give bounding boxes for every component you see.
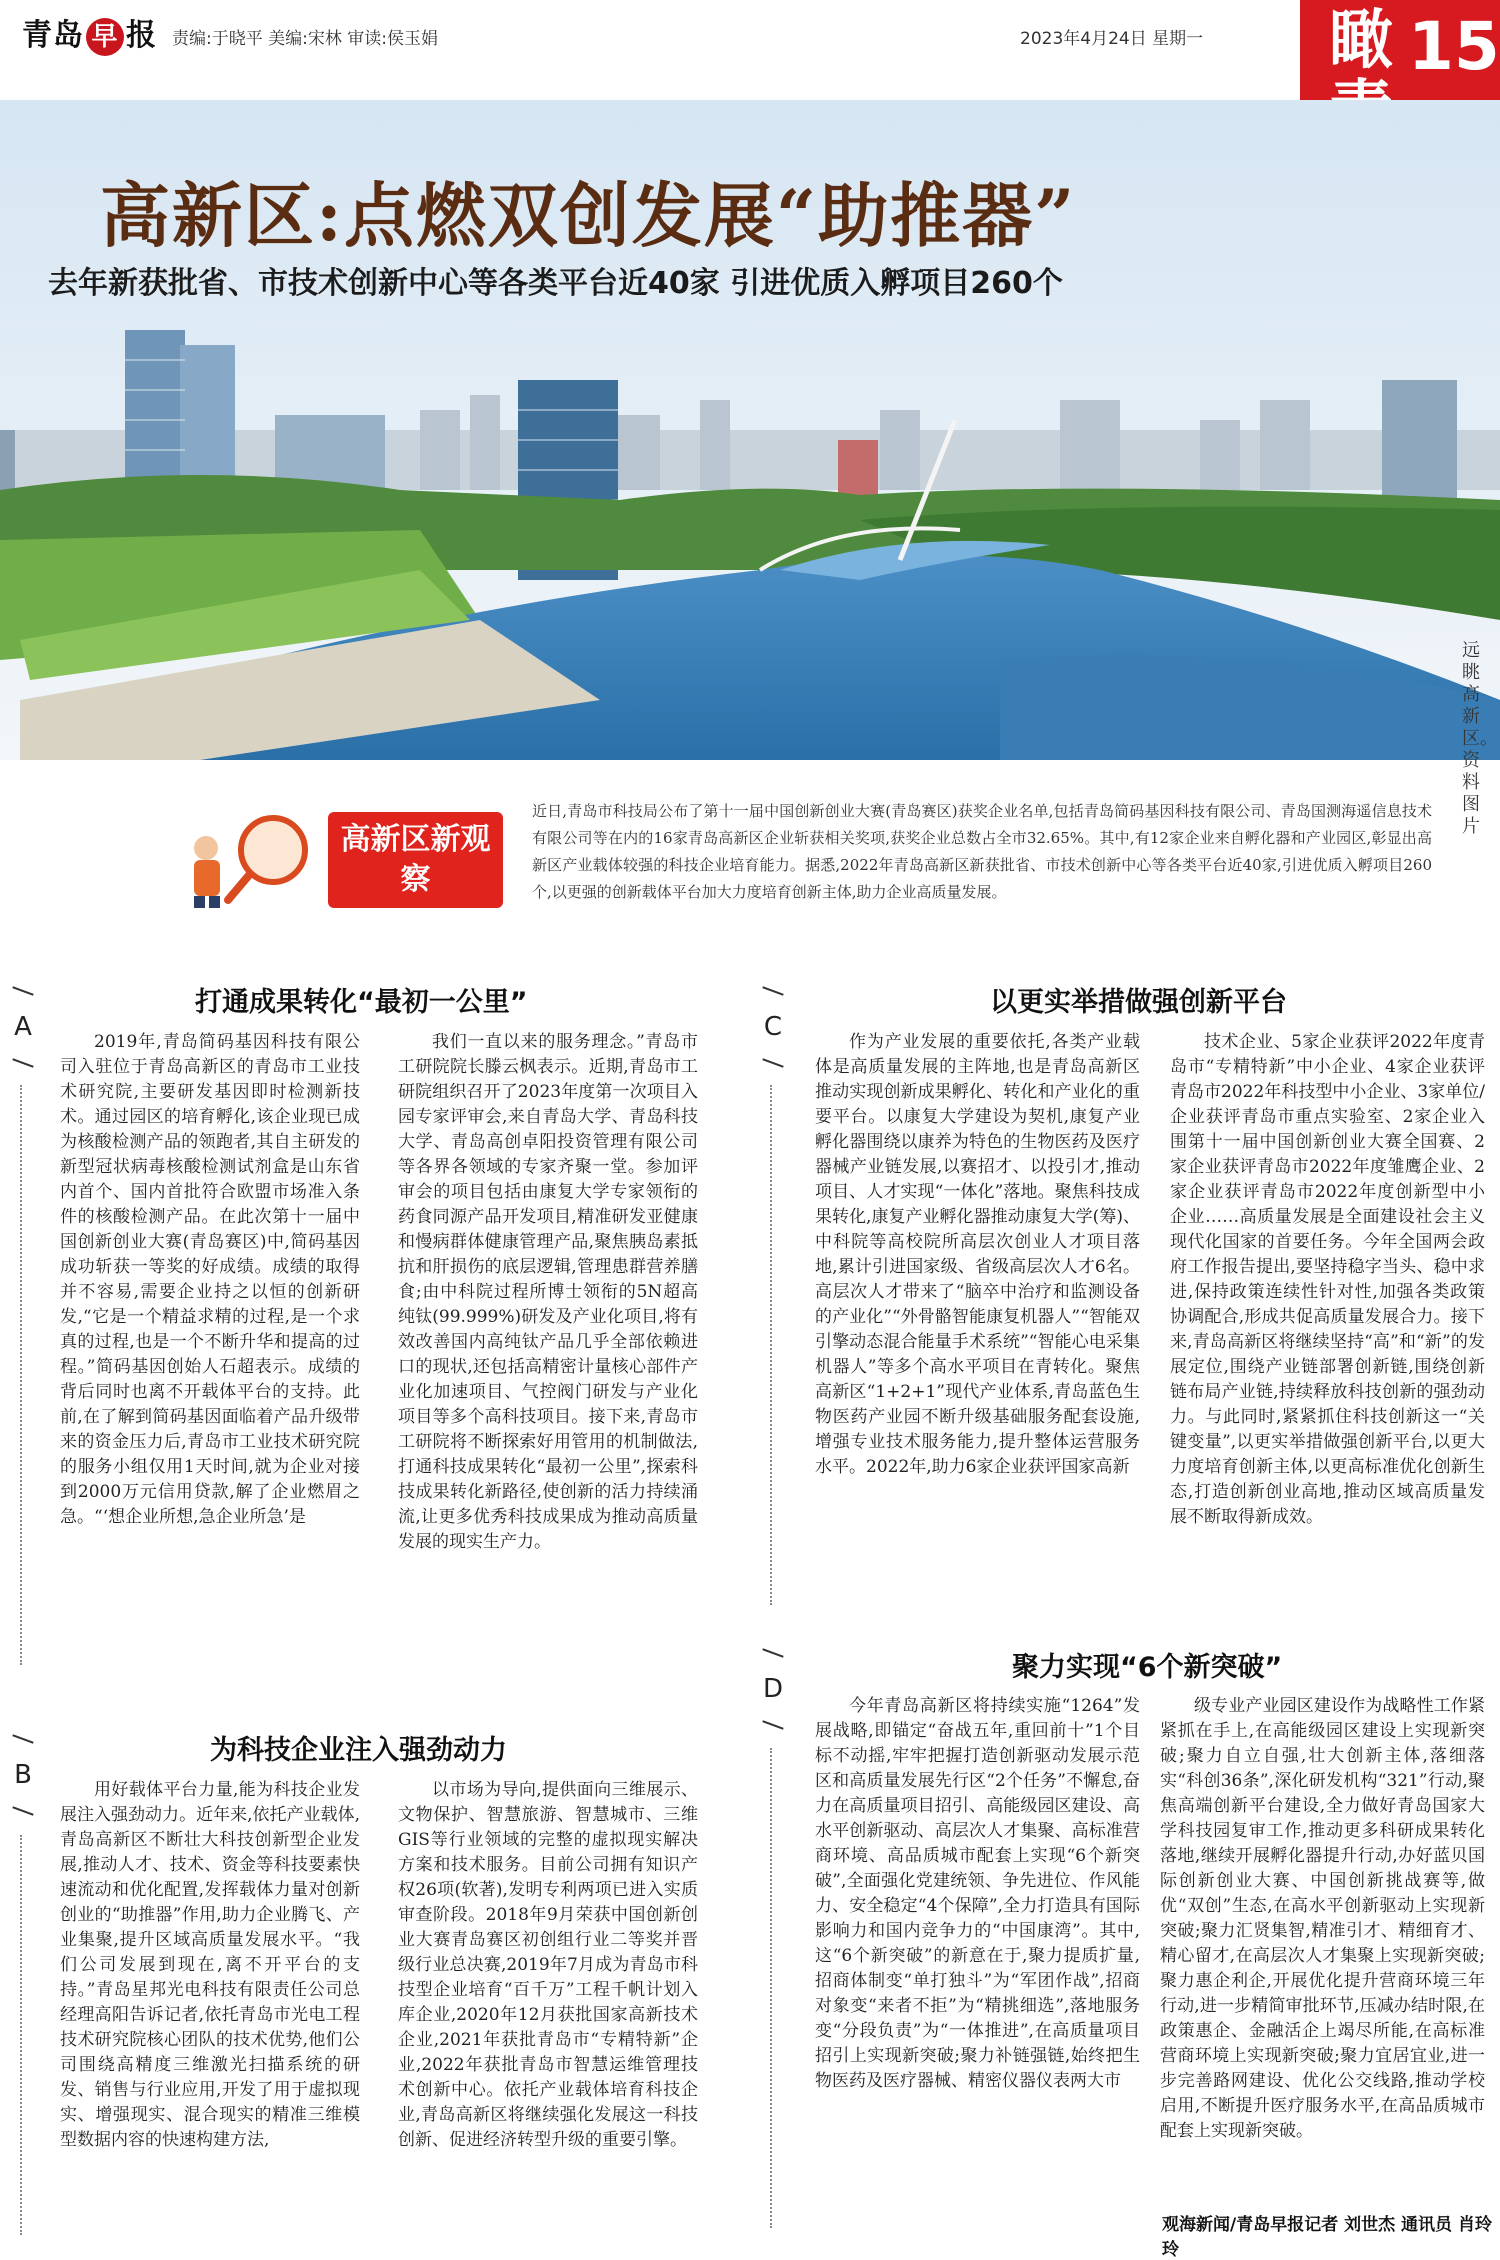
intro-paragraph: 近日,青岛市科技局公布了第十一届中国创新创业大赛(青岛赛区)获奖企业名单,包括青岛简码基因科技有限公司、青岛国测海遥信息技术有限公司等在内的16家青岛高新区企业斩获相关奖项,获奖企业总数占全市32.65%。其中,有12家企业来自孵化器和产业园区,彰显出高新区产业载体较强的科技企业培育能力。据悉,2022年青岛高新区新获批省、市技术创新中心等各类平台近40家,引进优质入孵项目260个,以更强的创新载体平台加大力度培育创新主体,助力企业高质量发展。: [532, 802, 1432, 901]
section-b-mark-top: [12, 1734, 33, 1743]
column-badge-label: 高新区新观察: [328, 812, 503, 908]
section-c-mark-top: [762, 986, 783, 995]
section-title: 瞰: [1329, 4, 1393, 78]
logo-text-left: 青岛: [22, 18, 84, 53]
section-a-rule: [20, 1085, 22, 1665]
section-b-col2: 以市场为导向,提供面向三维展示、文物保护、智慧旅游、智慧城市、三维GIS等行业领域的完整的虚拟现实解决方案和技术服务。目前公司拥有知识产权26项(软著),发明专利两项已进入实质审查阶段。2018年9月荣获中国创新创业大赛青岛赛区初创组行业二等奖并晋级行业总决赛,2019年7月成为青岛市科技型企业培育“百千万”工程千帆计划入库企业,2020年12月获批国家高新技术企业,2021年获批青岛市“专精特新”企业,2022年获批青岛市智慧运维管理技术创新中心。依托产业载体培育科技企业,青岛高新区将继续强化发展这一科技创新、促进经济转型升级的重要引擎。: [398, 1780, 698, 2150]
page-header: [0, 0, 1290, 72]
hero-photo: [0, 100, 1500, 837]
section-a-heading: 打通成果转化“最初一公里”: [195, 987, 528, 1018]
section-a-col1: 2019年,青岛简码基因科技有限公司入驻位于青岛高新区的青岛市工业技术研究院,主要研发基因即时检测新技术。通过园区的培育孵化,该企业现已成为核酸检测产品的领跑者,其自主研发的新型冠状病毒核酸检测试剂盒是山东省内首个、国内首批符合欧盟市场准入条件的核酸检测产品。在此次第十一届中国创新创业大赛(青岛赛区)中,简码基因成功斩获一等奖的好成绩。成绩的取得并不容易,需要企业持之以恒的创新研发,“它是一个精益求精的过程,是一个求真的过程,也是一个不断升华和提高的过程。”简码基因创始人石超表示。成绩的背后同时也离不开载体平台的支持。此前,在了解到简码基因面临着产品升级带来的资金压力后,青岛市工业技术研究院的服务小组仅用1天时间,就为企业对接到2000万元信用贷款,解了企业燃眉之急。“‘想企业所想,急企业所急’是: [60, 1032, 360, 1527]
section-a-mark-bottom: [12, 1058, 33, 1067]
section-a-mark-top: [12, 986, 33, 995]
headline: 高新区:点燃双创发展“助推器”: [100, 174, 1077, 257]
section-a-col2: 我们一直以来的服务理念。”青岛市工研院院长滕云枫表示。近期,青岛市工研院组织召开了2023年度第一次项目入园专家评审会,来自青岛大学、青岛科技大学、青岛高创卓阳投资管理有限公司等各界各领域的专家齐聚一堂。参加评审会的项目包括由康复大学专家领衔的药食同源产品开发项目,精准研发亚健康和慢病群体健康管理产品,聚焦胰岛素抵抗和肝损伤的底层逻辑,管理患群营养膳食;由中科院过程所博士领衔的5N超高纯钛(99.999%)研发及产业化项目,将有效改善国内高纯钛产品几乎全部依赖进口的现状,还包括高精密计量核心部件产业化加速项目、气控阀门研发与产业化项目等多个高科技项目。接下来,青岛市工研院将不断探索好用管用的机制做法,打通科技成果转化“最初一公里”,探索科技成果转化新路径,使创新的活力持续涌流,让更多优秀科技成果成为推动高质量发展的现实生产力。: [398, 1032, 698, 1552]
section-c-col1: 作为产业发展的重要依托,各类产业载体是高质量发展的主阵地,也是青岛高新区推动实现创新成果孵化、转化和产业化的重要平台。以康复大学建设为契机,康复产业孵化器围绕以康养为特色的生物医药及医疗器械产业链发展,以赛招才、以投引才,推动项目、人才实现“一体化”落地。聚焦科技成果转化,康复产业孵化器推动康复大学(筹)、中科院等高校院所高层次创业人才项目落地,累计引进国家级、省级高层次人才6名。高层次人才带来了“脑卒中治疗和监测设备的产业化”“外骨骼智能康复机器人”“智能双引擎动态混合能量手术系统”“智能心电采集机器人”等多个高水平项目在青转化。聚焦高新区“1+2+1”现代产业体系,青岛蓝色生物医药产业园不断升级基础服务配套设施,增强专业技术服务能力,提升整体运营服务水平。2022年,助力6家企业获评国家高新: [815, 1032, 1140, 1477]
section-d-mark-bottom: [762, 1720, 783, 1729]
column-badge: [178, 812, 503, 908]
editor-credits: 责编:于晓平 美编:宋林 审读:侯玉娟: [172, 29, 438, 49]
section-d-mark-top: [762, 1648, 783, 1657]
newspaper-logo: [22, 10, 157, 56]
section-d-col2: 级专业产业园区建设作为战略性工作紧紧抓在手上,在高能级园区建设上实现新突破;聚力自立自强,壮大创新主体,落细落实“科创36条”,深化研发机构“321”行动,聚焦高端创新平台建设,全力做好青岛国家大学科技园复审工作,推动更多科研成果转化落地,继续开展孵化器提升行动,办好蓝贝国际创新创业大赛、中国创新挑战赛等,做优“双创”生态,在高水平创新驱动上实现新突破;聚力汇贤集智,精准引才、精细育才、精心留才,在高层次人才集聚上实现新突破;聚力惠企利企,开展优化提升营商环境三年行动,进一步精简审批环节,压减办结时限,在政策惠企、金融活企上竭尽所能,在高标准营商环境上实现新突破;聚力宜居宜业,进一步完善路网建设、优化公交线路,推动学校启用,不断提升医疗服务水平,在高品质城市配套上实现新突破。: [1160, 1696, 1485, 2141]
section-d-rule: [770, 1748, 772, 2228]
issue-date: 2023年4月24日 星期一: [1020, 29, 1204, 49]
section-c-letter: C: [763, 1012, 783, 1042]
section-b-rule: [20, 1835, 22, 2235]
section-a-letter: A: [14, 1012, 32, 1042]
section-c-mark-bottom: [762, 1058, 783, 1067]
subheadline: 去年新获批省、市技术创新中心等各类平台近40家 引进优质入孵项目260个: [48, 266, 1063, 301]
section-b-letter: B: [14, 1760, 32, 1790]
section-c-rule: [770, 1085, 772, 1605]
section-b-heading: 为科技企业注入强劲动力: [210, 1735, 507, 1766]
section-c-col2: 技术企业、5家企业获评2022年度青岛市“专精特新”中小企业、4家企业获评青岛市2022年科技型中小企业、3家单位/企业获评青岛市重点实验室、2家企业入围第十一届中国创新创业大赛全国赛、2家企业获评青岛市2022年度雏鹰企业、2家企业获评青岛市2022年度创新型中小企业……高质量发展是全面建设社会主义现代化国家的首要任务。今年全国两会政府工作报告提出,要坚持稳字当头、稳中求进,保持政策连续性针对性,加强各类政策协调配合,形成共促高质量发展合力。接下来,青岛高新区将继续坚持“高”和“新”的发展定位,围绕产业链部署创新链,围绕创新链布局产业链,持续释放科技创新的强劲动力。与此同时,紧紧抓住科技创新这一“关键变量”,以更实举措做强创新平台,以更大力度培育创新主体,以更高标准优化创新生态,打造创新创业高地,推动区域高质量发展不断取得新成效。: [1170, 1032, 1485, 1527]
page-number: 15: [1408, 8, 1500, 85]
section-b-col1: 用好载体平台力量,能为科技企业发展注入强劲动力。近年来,依托产业载体,青岛高新区不断壮大科技创新型企业发展,推动人才、技术、资金等科技要素快速流动和优化配置,发挥载体力量对创新创业的“助推器”作用,助力企业腾飞、产业集聚,提升区域高质量发展水平。“我们公司发展到现在,离不开平台的支持。”青岛星邦光电科技有限责任公司总经理高阳告诉记者,依托青岛市光电工程技术研究院核心团队的技术优势,他们公司围绕高精度三维激光扫描系统的研发、销售与行业应用,开发了用于虚拟现实、增强现实、混合现实的精准三维模型数据内容的快速构建方法,: [60, 1780, 360, 2150]
byline: 观海新闻/青岛早报记者 刘世杰 通讯员 肖玲玲: [1162, 2215, 1492, 2260]
logo-text-right: 报: [126, 18, 157, 53]
section-d-col1: 今年青岛高新区将持续实施“1264”发展战略,即锚定“奋战五年,重回前十”1个目标不动摇,牢牢把握打造创新驱动发展示范区和高质量发展先行区“2个任务”不懈怠,奋力在高质量项目招引、高能级园区建设、高水平创新驱动、高层次人才集聚、高标准营商环境、高品质城市配套上实现“6个新突破”,全面强化党建统领、争先进位、作风能力、安全稳定“4个保障”,全力打造具有国际影响力和国内竞争力的“中国康湾”。其中,这“6个新突破”的新意在于,聚力提质扩量,招商体制变“单打独斗”为“军团作战”,招商对象变“来者不拒”为“精挑细选”,落地服务变“分段负责”为“一体推进”,在高质量项目招引上实现新突破;聚力补链强链,始终把生物医药及医疗器械、精密仪器仪表两大市: [815, 1696, 1140, 2091]
magnifier-person-icon: [178, 812, 328, 908]
section-d-letter: D: [762, 1674, 784, 1704]
photo-caption: 远眺高新区。资料图片: [1462, 640, 1498, 837]
section-c-heading: 以更实举措做强创新平台: [990, 987, 1287, 1018]
logo-circle: 早: [86, 18, 124, 56]
section-b-mark-bottom: [12, 1806, 33, 1815]
section-d-heading: 聚力实现“6个新突破”: [1012, 1652, 1283, 1683]
